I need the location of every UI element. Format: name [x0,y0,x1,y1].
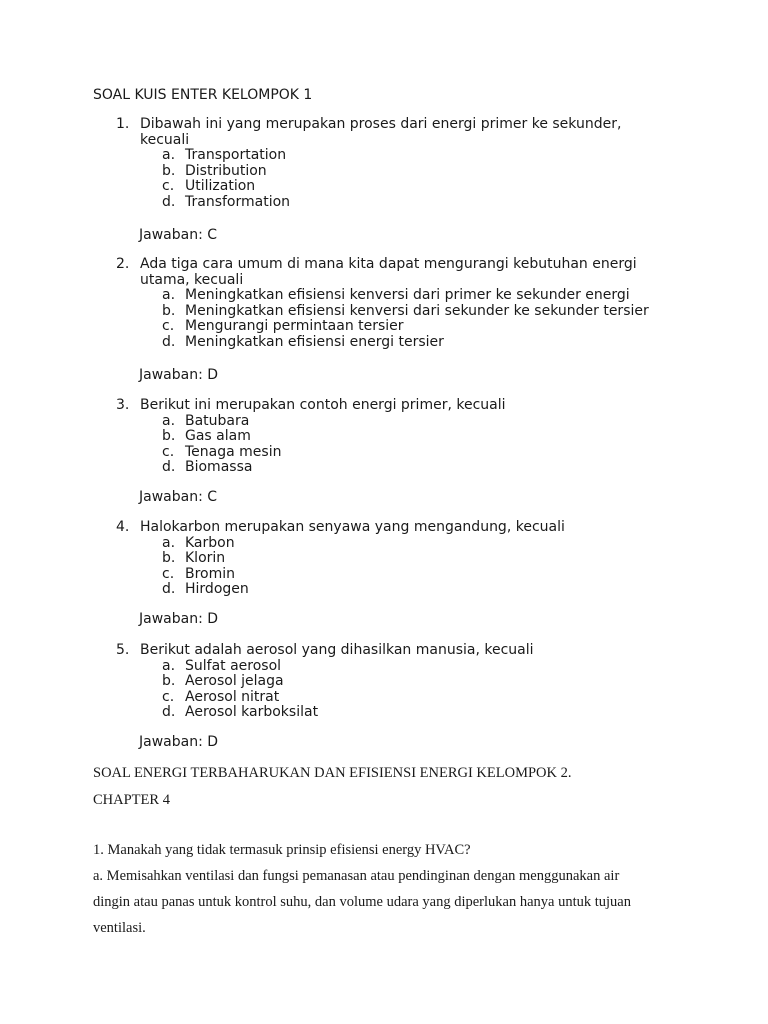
question-text: kecuali [140,131,190,148]
option-item [116,551,676,567]
answer-1: Jawaban: C [139,227,218,243]
option-a-line: a. Memisahkan ventilasi dan fungsi pemanasan atau pendinginan dengan menggunakan air [93,868,620,884]
option-text: Aerosol jelaga [185,673,284,690]
option-text: Klorin [185,550,226,567]
answer-5: Jawaban: D [139,734,219,750]
question-number: 3. [116,397,130,413]
option-text: Hirdogen [185,581,249,598]
option-letter: c. [162,318,175,335]
option-item [116,582,676,598]
option-item [116,674,676,690]
option-letter: a. [162,412,176,429]
question-number: 2. [116,256,130,272]
option-letter: d. [162,459,176,476]
option-item [116,304,676,320]
question-number: 1. [116,116,130,132]
option-text: Aerosol karboksilat [185,704,319,721]
option-letter: c. [162,688,175,705]
option-text: Aerosol nitrat [185,688,280,705]
option-list [116,536,676,598]
option-letter: b. [162,550,176,567]
option-item [116,536,676,552]
answer-2: Jawaban: D [139,367,219,383]
option-letter: b. [162,673,176,690]
option-letter: d. [162,704,176,721]
option-letter: d. [162,581,176,598]
option-text: Sulfat aerosol [185,657,282,674]
question-4 [116,520,676,598]
question-text: Berikut ini merupakan contoh energi primer, kecuali [140,397,506,413]
option-item [116,690,676,706]
question-text: 1. Manakah yang tidak termasuk prinsip efisiensi energy HVAC? [93,842,471,858]
option-letter: a. [162,287,176,304]
option-list [116,414,676,476]
option-letter: c. [162,178,175,195]
option-a-line: dingin atau panas untuk kontrol suhu, dan volume udara yang diperlukan hanya untuk tujuan [93,894,631,910]
option-item [116,195,676,211]
question-3 [116,398,676,476]
option-letter: a. [162,534,176,551]
option-letter: d. [162,193,176,210]
option-text: Transportation [185,147,287,164]
option-list [116,288,676,350]
option-item [116,335,676,351]
option-text: Bromin [185,565,236,582]
question-1 [116,117,676,211]
option-list [116,659,676,721]
question-text: Dibawah ini yang merupakan proses dari energi primer ke sekunder, [140,116,622,132]
option-list [116,148,676,210]
option-letter: c. [162,565,175,582]
option-item [116,414,676,430]
option-text: Batubara [185,412,250,429]
option-item [116,460,676,476]
question-text: Ada tiga cara umum di mana kita dapat mengurangi kebutuhan energi [140,256,637,272]
option-letter: b. [162,162,176,179]
option-item [116,164,676,180]
option-letter: a. [162,147,176,164]
option-item [116,659,676,675]
option-letter: d. [162,333,176,350]
question-2 [116,257,676,351]
section2-question [93,837,673,941]
option-letter: b. [162,428,176,445]
question-text: utama, kecuali [140,271,244,288]
option-item [116,429,676,445]
option-text: Mengurangi permintaan tersier [185,318,404,335]
question-text: Halokarbon merupakan senyawa yang mengandung, kecuali [140,519,565,535]
answer-4: Jawaban: D [139,611,219,627]
option-item [116,288,676,304]
option-text: Meningkatkan efisiensi energi tersier [185,333,444,350]
option-letter: b. [162,302,176,319]
option-text: Meningkatkan efisiensi kenversi dari primer ke sekunder energi [185,287,630,304]
option-text: Gas alam [185,428,251,445]
question-number: 5. [116,642,130,658]
answer-3: Jawaban: C [139,489,218,505]
question-text: Berikut adalah aerosol yang dihasilkan manusia, kecuali [140,642,534,658]
question-number: 4. [116,519,130,535]
option-text: Karbon [185,534,235,551]
question-5 [116,643,676,721]
option-item [116,148,676,164]
option-text: Biomassa [185,459,253,476]
chapter-heading: CHAPTER 4 [93,792,170,808]
option-text: Transformation [185,193,291,210]
section1-title: SOAL KUIS ENTER KELOMPOK 1 [93,87,313,103]
section2-title: SOAL ENERGI TERBAHARUKAN DAN EFISIENSI ENERGI KELOMPOK 2. [93,765,572,781]
option-item [116,567,676,583]
option-item [116,319,676,335]
option-text: Utilization [185,178,256,195]
option-item [116,179,676,195]
option-text: Distribution [185,162,267,179]
option-a-line: ventilasi. [93,920,146,936]
option-letter: a. [162,657,176,674]
option-text: Meningkatkan efisiensi kenversi dari sekunder ke sekunder tersier [185,302,649,319]
option-letter: c. [162,443,175,460]
option-text: Tenaga mesin [185,443,282,460]
option-item [116,705,676,721]
option-item [116,445,676,461]
